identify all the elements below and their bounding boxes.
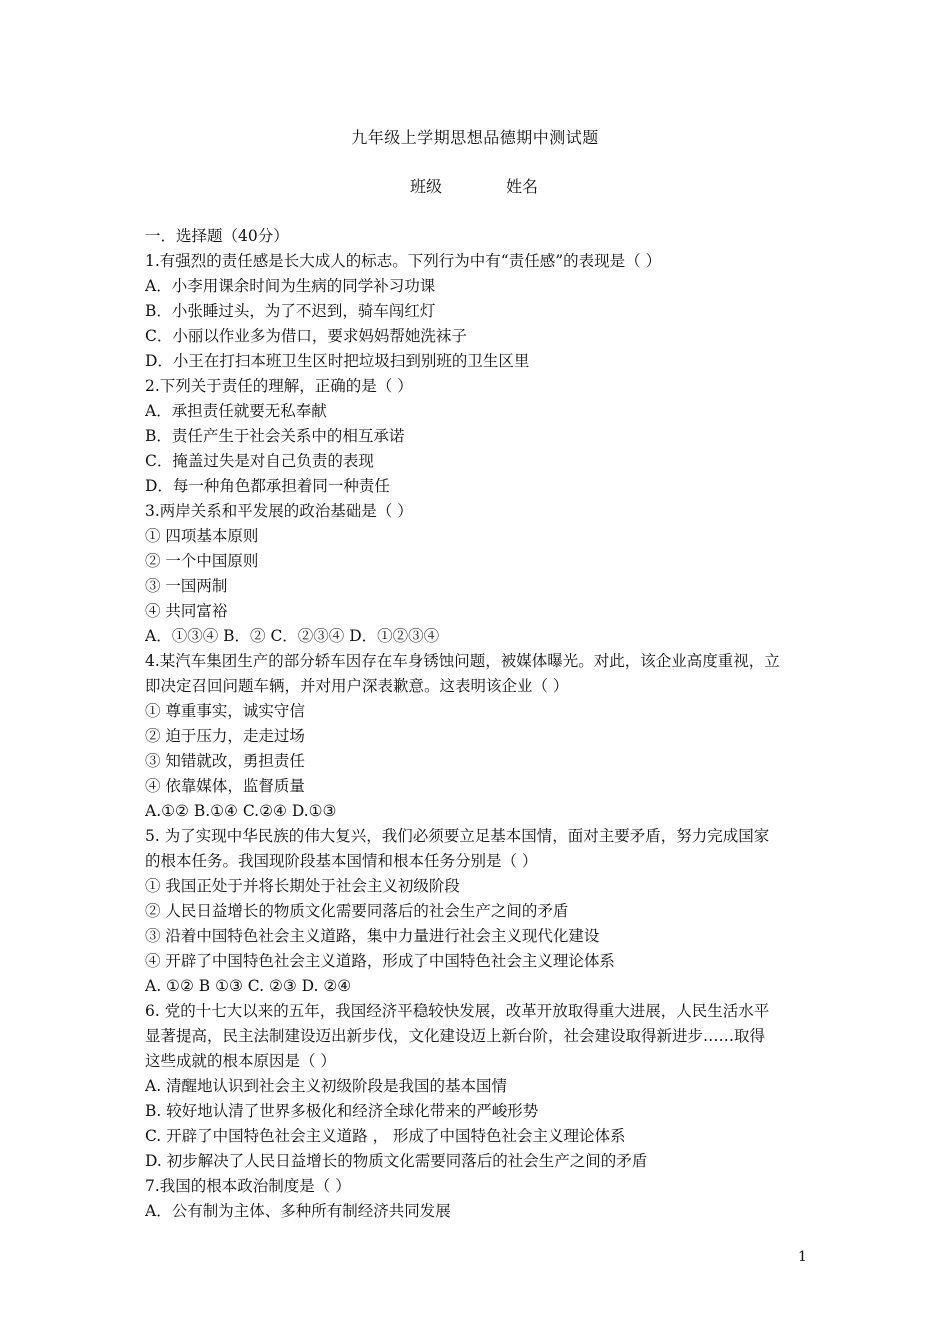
question-stem-line-2: 显著提高，民主法制建设迈出新步伐，文化建设迈上新台阶，社会建设取得新进步……取得 xyxy=(145,1027,766,1045)
option-a: A．小李用课余时间为生病的同学补习功课 xyxy=(145,277,436,295)
question-stem: 1.有强烈的责任感是长大成人的标志。下列行为中有“责任感”的表现是（ ） xyxy=(145,252,662,270)
statement-3: ③ 知错就改，勇担责任 xyxy=(145,752,305,770)
statement-1: ① 四项基本原则 xyxy=(145,527,259,545)
question-2 xyxy=(145,374,810,499)
question-stem-line-1: 4.某汽车集团生产的部分轿车因存在车身锈蚀问题，被媒体曝光。对此，该企业高度重视，立 xyxy=(145,652,780,670)
question-stem-line-1: 6. 党的十七大以来的五年，我国经济平稳较快发展，改革开放取得重大进展，人民生活水平 xyxy=(145,1002,770,1020)
answer-options: A. ①② B ①③ C. ②③ D. ②④ xyxy=(145,977,352,995)
option-d: D. 初步解决了人民日益增长的物质文化需要同落后的社会生产之间的矛盾 xyxy=(145,1152,648,1170)
question-6 xyxy=(145,999,810,1174)
question-1 xyxy=(145,249,810,374)
question-stem-line-1: 5. 为了实现中华民族的伟大复兴，我们必须要立足基本国情，面对主要矛盾，努力完成国家 xyxy=(145,827,770,845)
option-b: B. 较好地认清了世界多极化和经济全球化带来的严峻形势 xyxy=(145,1102,539,1120)
page-number: 1 xyxy=(798,1249,807,1265)
option-b: B．小张睡过头，为了不迟到，骑车闯红灯 xyxy=(145,302,436,320)
statement-2: ② 一个中国原则 xyxy=(145,552,259,570)
option-c: C．小丽以作业多为借口，要求妈妈帮她洗袜子 xyxy=(145,327,467,345)
option-d: D．每一种角色都承担着同一种责任 xyxy=(145,477,390,495)
statement-4: ④ 共同富裕 xyxy=(145,602,228,620)
statement-4: ④ 开辟了中国特色社会主义道路，形成了中国特色社会主义理论体系 xyxy=(145,952,615,970)
option-a: A．承担责任就要无私奉献 xyxy=(145,402,327,420)
statement-3: ③ 一国两制 xyxy=(145,577,228,595)
section-heading: 一．选择题（40分） xyxy=(145,227,289,245)
statement-4: ④ 依靠媒体，监督质量 xyxy=(145,777,305,795)
question-stem-line-3: 这些成就的根本原因是（ ） xyxy=(145,1052,336,1070)
option-c: C．掩盖过失是对自己负责的表现 xyxy=(145,452,374,470)
statement-2: ② 迫于压力，走走过场 xyxy=(145,727,305,745)
statement-3: ③ 沿着中国特色社会主义道路，集中力量进行社会主义现代化建设 xyxy=(145,927,600,945)
question-stem: 7.我国的根本政治制度是（ ） xyxy=(145,1177,351,1195)
statement-1: ① 我国正处于并将长期处于社会主义初级阶段 xyxy=(145,877,460,895)
answer-options: A．①③④ B．② C．②③④ D．①②③④ xyxy=(145,627,440,645)
statement-1: ① 尊重事实，诚实守信 xyxy=(145,702,305,720)
question-3 xyxy=(145,499,810,649)
class-label: 班级 xyxy=(410,177,443,196)
option-a: A. 清醒地认识到社会主义初级阶段是我国的基本国情 xyxy=(145,1077,508,1095)
answer-options: A.①② B.①④ C.②④ D.①③ xyxy=(145,802,337,820)
name-label: 姓名 xyxy=(506,177,539,196)
question-stem: 3.两岸关系和平发展的政治基础是（ ） xyxy=(145,502,413,520)
question-stem-line-2: 即决定召回问题车辆，并对用户深表歉意。这表明该企业（ ） xyxy=(145,677,569,695)
question-stem-line-2: 的根本任务。我国现阶段基本国情和根本任务分别是（ ） xyxy=(145,852,538,870)
class-name-row xyxy=(410,176,538,198)
statement-2: ② 人民日益增长的物质文化需要同落后的社会生产之间的矛盾 xyxy=(145,902,569,920)
page-title: 九年级上学期思想品德期中测试题 xyxy=(351,128,599,147)
question-5 xyxy=(145,824,810,999)
question-7 xyxy=(145,1174,810,1224)
question-list xyxy=(145,224,810,1224)
option-a: A．公有制为主体、多种所有制经济共同发展 xyxy=(145,1202,451,1220)
option-c: C. 开辟了中国特色社会主义道路 ， 形成了中国特色社会主义理论体系 xyxy=(145,1127,626,1145)
question-4 xyxy=(145,649,810,824)
option-b: B．责任产生于社会关系中的相互承诺 xyxy=(145,427,405,445)
question-stem: 2.下列关于责任的理解，正确的是（ ） xyxy=(145,377,413,395)
option-d: D．小王在打扫本班卫生区时把垃圾扫到别班的卫生区里 xyxy=(145,352,530,370)
